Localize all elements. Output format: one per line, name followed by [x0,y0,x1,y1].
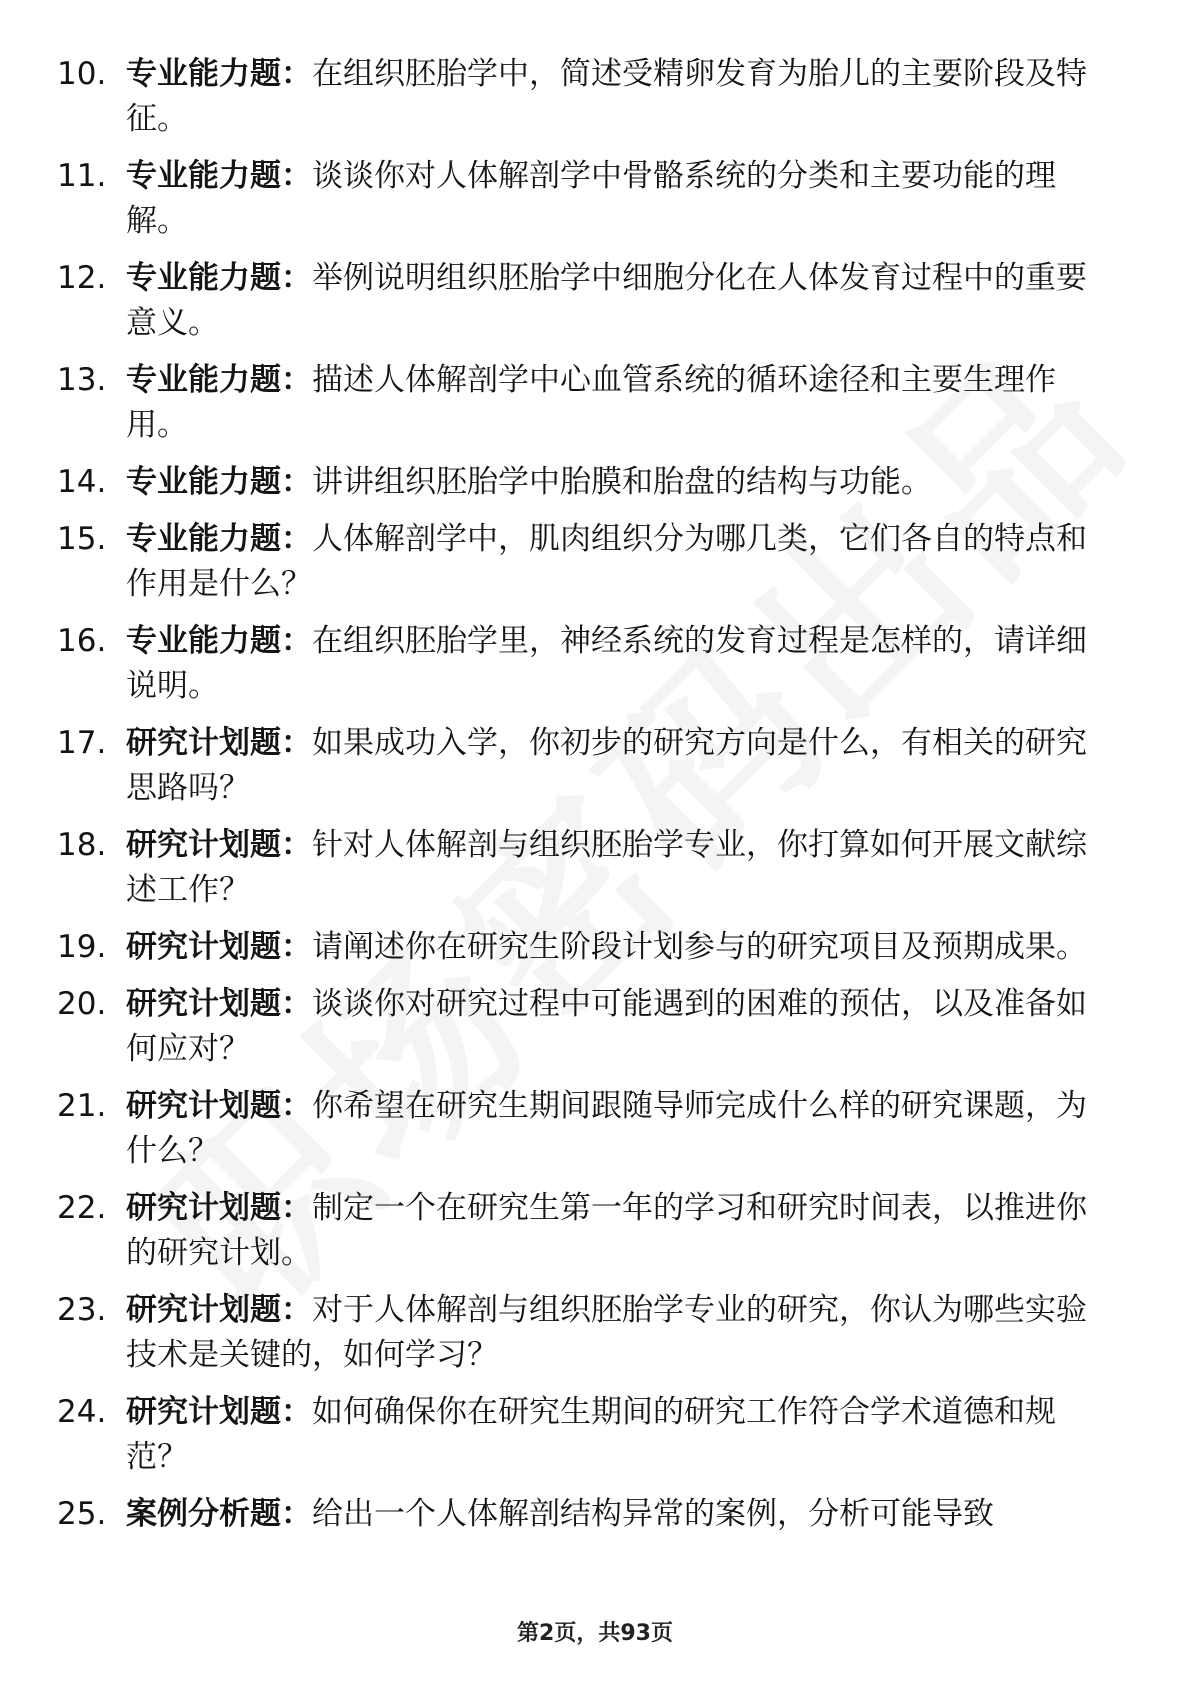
question-text: 针对人体解剖与组织胚胎学专业，你打算如何开展文献综述工作？ [126,827,1087,908]
question-number: 20. [57,986,107,1022]
question-number: 16. [57,623,107,659]
question-item [57,517,1117,607]
question-item [57,256,1117,346]
question-category: 专业能力题： [126,260,312,296]
question-item [57,721,1117,811]
question-item [57,1390,1117,1480]
question-text: 举例说明组织胚胎学中细胞分化在人体发育过程中的重要意义。 [126,260,1087,341]
question-item [57,1084,1117,1174]
question-item [57,1186,1117,1276]
question-category: 专业能力题： [126,623,312,659]
question-item [57,925,1117,970]
question-category: 研究计划题： [126,725,312,761]
question-category: 案例分析题： [126,1496,312,1532]
question-text: 在组织胚胎学里，神经系统的发育过程是怎样的，请详细说明。 [126,623,1087,704]
question-text: 在组织胚胎学中，简述受精卵发育为胎儿的主要阶段及特征。 [126,56,1087,137]
question-item [57,982,1117,1072]
question-text: 对于人体解剖与组织胚胎学专业的研究，你认为哪些实验技术是关键的，如何学习？ [126,1292,1087,1373]
question-category: 研究计划题： [126,986,312,1022]
page-footer: 第2页，共93页 [517,1621,673,1646]
question-number: 18. [57,827,107,863]
question-category: 研究计划题： [126,1292,312,1328]
question-number: 13. [57,362,107,398]
question-category: 研究计划题： [126,1088,312,1124]
question-number: 11. [57,158,107,194]
question-category: 研究计划题： [126,1190,312,1226]
question-text: 描述人体解剖学中心血管系统的循环途径和主要生理作用。 [126,362,1056,443]
question-number: 25. [57,1496,107,1532]
question-text: 如何确保你在研究生期间的研究工作符合学术道德和规范？ [126,1394,1056,1475]
question-item [57,358,1117,448]
question-text: 如果成功入学，你初步的研究方向是什么，有相关的研究思路吗？ [126,725,1087,806]
question-item [57,154,1117,244]
question-item [57,52,1117,142]
question-category: 专业能力题： [126,56,312,92]
question-category: 研究计划题： [126,827,312,863]
question-number: 17. [57,725,107,761]
question-text: 请阐述你在研究生阶段计划参与的研究项目及预期成果。 [312,929,1087,965]
question-category: 研究计划题： [126,1394,312,1430]
question-number: 12. [57,260,107,296]
question-number: 19. [57,929,107,965]
question-number: 21. [57,1088,107,1124]
question-text: 人体解剖学中，肌肉组织分为哪几类，它们各自的特点和作用是什么？ [126,521,1087,602]
question-number: 15. [57,521,107,557]
question-number: 10. [57,56,107,92]
question-number: 24. [57,1394,107,1430]
question-number: 14. [57,464,107,500]
question-item [57,1492,1117,1537]
question-number: 22. [57,1190,107,1226]
question-category: 研究计划题： [126,929,312,965]
question-item [57,460,1117,505]
question-item [57,619,1117,709]
question-text: 制定一个在研究生第一年的学习和研究时间表，以推进你的研究计划。 [126,1190,1087,1271]
question-text: 谈谈你对研究过程中可能遇到的困难的预估，以及准备如何应对？ [126,986,1087,1067]
question-item [57,823,1117,913]
question-category: 专业能力题： [126,362,312,398]
question-text: 讲讲组织胚胎学中胎膜和胎盘的结构与功能。 [312,464,932,500]
question-category: 专业能力题： [126,158,312,194]
question-text: 给出一个人体解剖结构异常的案例，分析可能导致 [312,1496,994,1532]
question-list [57,52,1117,1549]
question-text: 谈谈你对人体解剖学中骨骼系统的分类和主要功能的理解。 [126,158,1056,239]
question-text: 你希望在研究生期间跟随导师完成什么样的研究课题，为什么？ [126,1088,1087,1169]
question-category: 专业能力题： [126,464,312,500]
question-category: 专业能力题： [126,521,312,557]
question-number: 23. [57,1292,107,1328]
question-item [57,1288,1117,1378]
